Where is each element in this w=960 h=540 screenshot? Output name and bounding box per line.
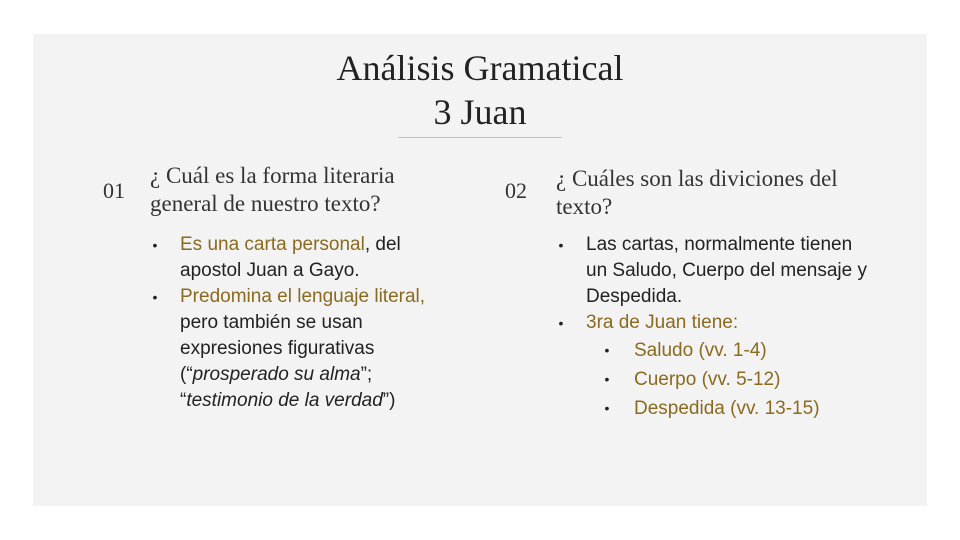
text: expresiones figurativas [180,338,375,359]
slide-subtitle: 3 Juan [433,92,527,132]
italic-quote: testimonio de la verdad [186,390,383,411]
right-question-line2: texto? [556,194,613,219]
list-item [150,232,480,284]
text: Despedida. [586,286,683,307]
highlight-text: Es una carta personal [180,234,365,255]
list-item [556,232,926,310]
text: apostol Juan a Gayo. [180,260,360,281]
bullet-icon: • [152,289,158,305]
sub-item-label: Cuerpo (vv. 5-12) [634,369,781,390]
italic-quote: prosperado su alma [192,364,361,385]
title-divider [398,137,562,138]
left-question [150,162,395,218]
sub-item-label: Despedida (vv. 13-15) [634,398,820,419]
bullet-icon: • [604,400,610,416]
left-question-line1: ¿ Cuál es la forma literaria [150,163,395,188]
bullet-icon: • [604,342,610,358]
left-question-line2: general de nuestro texto? [150,191,381,216]
sub-list-item [586,394,926,423]
text: “ [180,390,187,411]
text: un Saludo, Cuerpo del mensaje y [586,260,867,281]
right-question [556,165,838,221]
bullet-icon: • [152,237,158,253]
highlight-text: 3ra de Juan tiene: [586,312,739,333]
text: , del [364,234,401,255]
text: pero también se usan [180,312,363,333]
section-number-01: 01 [103,178,125,203]
sub-list-item [586,365,926,394]
left-bullet-list [150,232,480,414]
right-question-line1: ¿ Cuáles son las diviciones del [556,166,838,191]
bullet-icon: • [558,237,564,253]
bullet-icon: • [558,315,564,331]
slide-title: Análisis Gramatical [336,48,624,88]
right-bullet-list [556,232,926,423]
sub-list [586,336,926,423]
section-number-02: 02 [505,178,527,203]
text: ”) [382,390,396,411]
text: (“ [180,364,193,385]
bullet-icon: • [604,371,610,387]
sub-item-label: Saludo (vv. 1-4) [634,340,767,361]
sub-list-item [586,336,926,365]
highlight-text: Predomina el lenguaje literal, [180,286,426,307]
list-item [150,284,480,414]
text: Las cartas, normalmente tienen [586,234,853,255]
list-item [556,310,926,423]
text: ”; [360,364,373,385]
